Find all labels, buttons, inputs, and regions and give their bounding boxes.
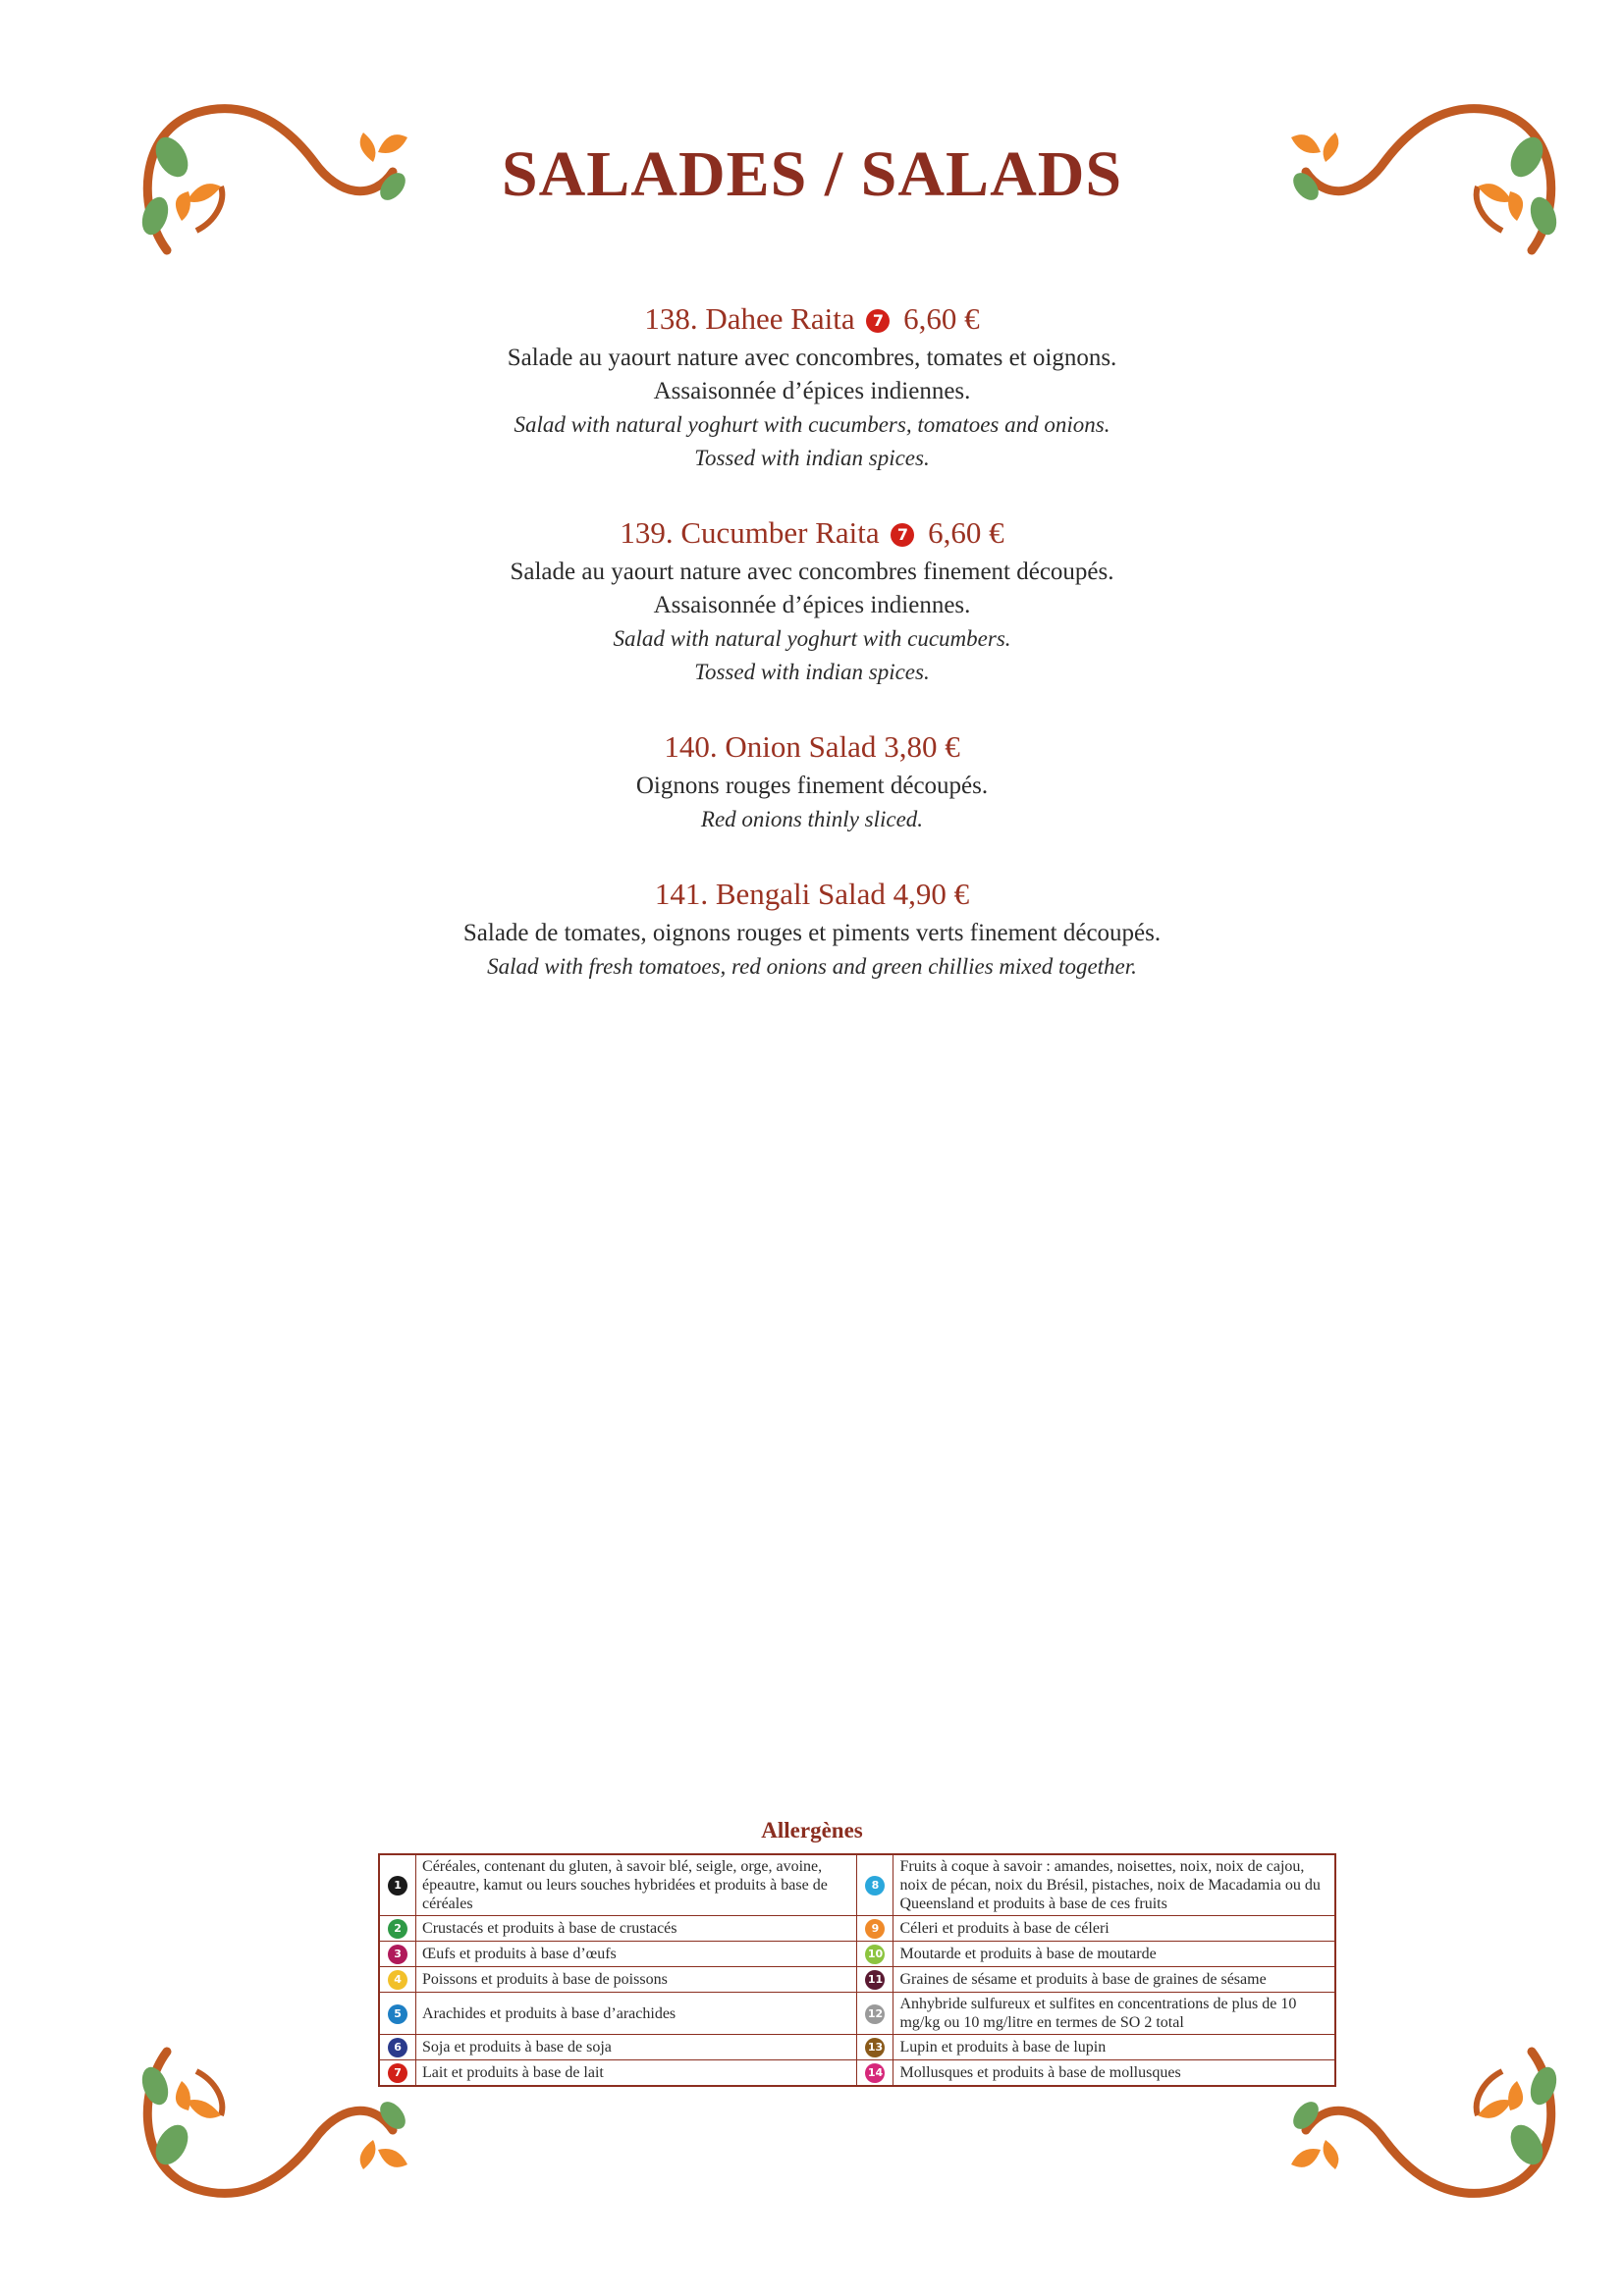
allergen-number-cell bbox=[379, 1942, 416, 1967]
item-description-en: Red onions thinly sliced. bbox=[700, 807, 924, 831]
allergen-row bbox=[379, 1916, 1335, 1942]
item-number: 139. bbox=[620, 515, 674, 550]
allergen-number-cell bbox=[857, 1916, 893, 1942]
vine-ornament-icon bbox=[137, 2052, 410, 2193]
allergen-number-cell bbox=[379, 1967, 416, 1993]
allergen-number-icon: 13 bbox=[865, 2038, 885, 2057]
page-title: SALADES / SALADS bbox=[501, 138, 1123, 210]
allergen-row bbox=[379, 2035, 1335, 2060]
item-description-fr: Oignons rouges finement découpés. bbox=[635, 773, 989, 799]
allergen-number-icon: 4 bbox=[388, 1970, 407, 1990]
allergen-description: Anhybride sulfureux et sulfites en concentrations de plus de 10 mg/kg ou 10 mg/litre en termes de SO 2 total bbox=[893, 1993, 1335, 2035]
menu-item-title bbox=[0, 872, 1624, 917]
menu-item bbox=[0, 724, 1624, 836]
allergen-number-cell bbox=[857, 2035, 893, 2060]
menu-item-title bbox=[0, 724, 1624, 770]
allergen-number-cell bbox=[379, 2060, 416, 2087]
item-description-en: Tossed with indian spices. bbox=[694, 660, 930, 684]
allergen-row bbox=[379, 1942, 1335, 1967]
allergen-number-cell bbox=[857, 1854, 893, 1916]
menu-item-title bbox=[0, 510, 1624, 556]
allergen-description: Arachides et produits à base d’arachides bbox=[416, 1993, 857, 2035]
allergen-description: Céleri et produits à base de céleri bbox=[893, 1916, 1335, 1942]
allergen-number-cell bbox=[379, 2035, 416, 2060]
item-name: Bengali Salad bbox=[715, 877, 886, 911]
menu-item bbox=[0, 510, 1624, 689]
allergen-number-cell bbox=[379, 1854, 416, 1916]
item-description-fr: Salade au yaourt nature avec concombres finement découpés. bbox=[510, 559, 1114, 585]
item-price: 6,60 € bbox=[903, 301, 980, 336]
item-name: Dahee Raita bbox=[705, 301, 855, 336]
item-price: 4,90 € bbox=[893, 877, 970, 911]
item-description-en: Tossed with indian spices. bbox=[694, 446, 930, 470]
allergen-number-icon: 14 bbox=[865, 2063, 885, 2083]
allergen-number-cell bbox=[379, 1916, 416, 1942]
allergen-description: Fruits à coque à savoir : amandes, noisettes, noix, noix de cajou, noix de pécan, noix du Brésil, pistaches, noix de Macadamia ou du Queensland et produits à base de ces fruits bbox=[893, 1854, 1335, 1916]
allergen-number-cell bbox=[379, 1993, 416, 2035]
allergens-title: Allergènes bbox=[761, 1818, 863, 1842]
allergen-row bbox=[379, 1993, 1335, 2035]
allergen-number-cell bbox=[857, 1967, 893, 1993]
allergens-table bbox=[378, 1853, 1336, 2087]
allergen-number-icon: 5 bbox=[388, 2004, 407, 2024]
allergen-number-icon: 1 bbox=[388, 1876, 407, 1896]
menu-list bbox=[0, 296, 1624, 1019]
item-number: 140. bbox=[664, 729, 718, 764]
allergen-number-icon: 2 bbox=[388, 1919, 407, 1939]
allergen-description: Moutarde et produits à base de moutarde bbox=[893, 1942, 1335, 1967]
allergen-number-icon: 6 bbox=[388, 2038, 407, 2057]
item-description-en: Salad with natural yoghurt with cucumbers. bbox=[613, 626, 1011, 651]
allergen-description: Graines de sésame et produits à base de graines de sésame bbox=[893, 1967, 1335, 1993]
item-number: 138. bbox=[644, 301, 698, 336]
item-name: Cucumber Raita bbox=[680, 515, 880, 550]
allergen-row bbox=[379, 2060, 1335, 2087]
item-description-en: Salad with natural yoghurt with cucumbers, tomatoes and onions. bbox=[514, 412, 1110, 437]
item-description-fr: Salade de tomates, oignons rouges et piments verts finement découpés. bbox=[462, 920, 1162, 946]
item-description-fr: Salade au yaourt nature avec concombres, tomates et oignons. bbox=[507, 345, 1117, 371]
allergen-description: Lupin et produits à base de lupin bbox=[893, 2035, 1335, 2060]
allergen-description: Œufs et produits à base d’œufs bbox=[416, 1942, 857, 1967]
item-description-fr: Assaisonnée d’épices indiennes. bbox=[653, 378, 971, 404]
item-price: 3,80 € bbox=[884, 729, 960, 764]
allergen-description: Mollusques et produits à base de mollusques bbox=[893, 2060, 1335, 2087]
allergen-badge-icon: 7 bbox=[891, 523, 914, 547]
menu-item bbox=[0, 872, 1624, 984]
allergen-row bbox=[379, 1854, 1335, 1916]
allergen-number-cell bbox=[857, 1993, 893, 2035]
allergen-description: Poissons et produits à base de poissons bbox=[416, 1967, 857, 1993]
allergen-description: Céréales, contenant du gluten, à savoir blé, seigle, orge, avoine, épeautre, kamut ou leurs souches hybridées et produits à base de céréales bbox=[416, 1854, 857, 1916]
allergen-description: Soja et produits à base de soja bbox=[416, 2035, 857, 2060]
menu-item bbox=[0, 296, 1624, 475]
allergen-number-icon: 8 bbox=[865, 1876, 885, 1896]
item-name: Onion Salad bbox=[725, 729, 877, 764]
allergen-number-cell bbox=[857, 2060, 893, 2087]
allergen-number-icon: 12 bbox=[865, 2004, 885, 2024]
allergen-number-icon: 10 bbox=[865, 1945, 885, 1964]
allergen-row bbox=[379, 1967, 1335, 1993]
allergen-number-icon: 3 bbox=[388, 1945, 407, 1964]
item-number: 141. bbox=[654, 877, 709, 911]
allergen-number-icon: 9 bbox=[865, 1919, 885, 1939]
item-description-fr: Assaisonnée d’épices indiennes. bbox=[653, 592, 971, 618]
allergen-number-icon: 7 bbox=[388, 2063, 407, 2083]
allergen-badge-icon: 7 bbox=[866, 309, 890, 333]
menu-item-title bbox=[0, 296, 1624, 342]
allergen-description: Lait et produits à base de lait bbox=[416, 2060, 857, 2087]
item-price: 6,60 € bbox=[928, 515, 1004, 550]
allergen-number-icon: 11 bbox=[865, 1970, 885, 1990]
allergen-description: Crustacés et produits à base de crustacés bbox=[416, 1916, 857, 1942]
item-description-en: Salad with fresh tomatoes, red onions and green chillies mixed together. bbox=[487, 954, 1137, 979]
allergen-number-cell bbox=[857, 1942, 893, 1967]
